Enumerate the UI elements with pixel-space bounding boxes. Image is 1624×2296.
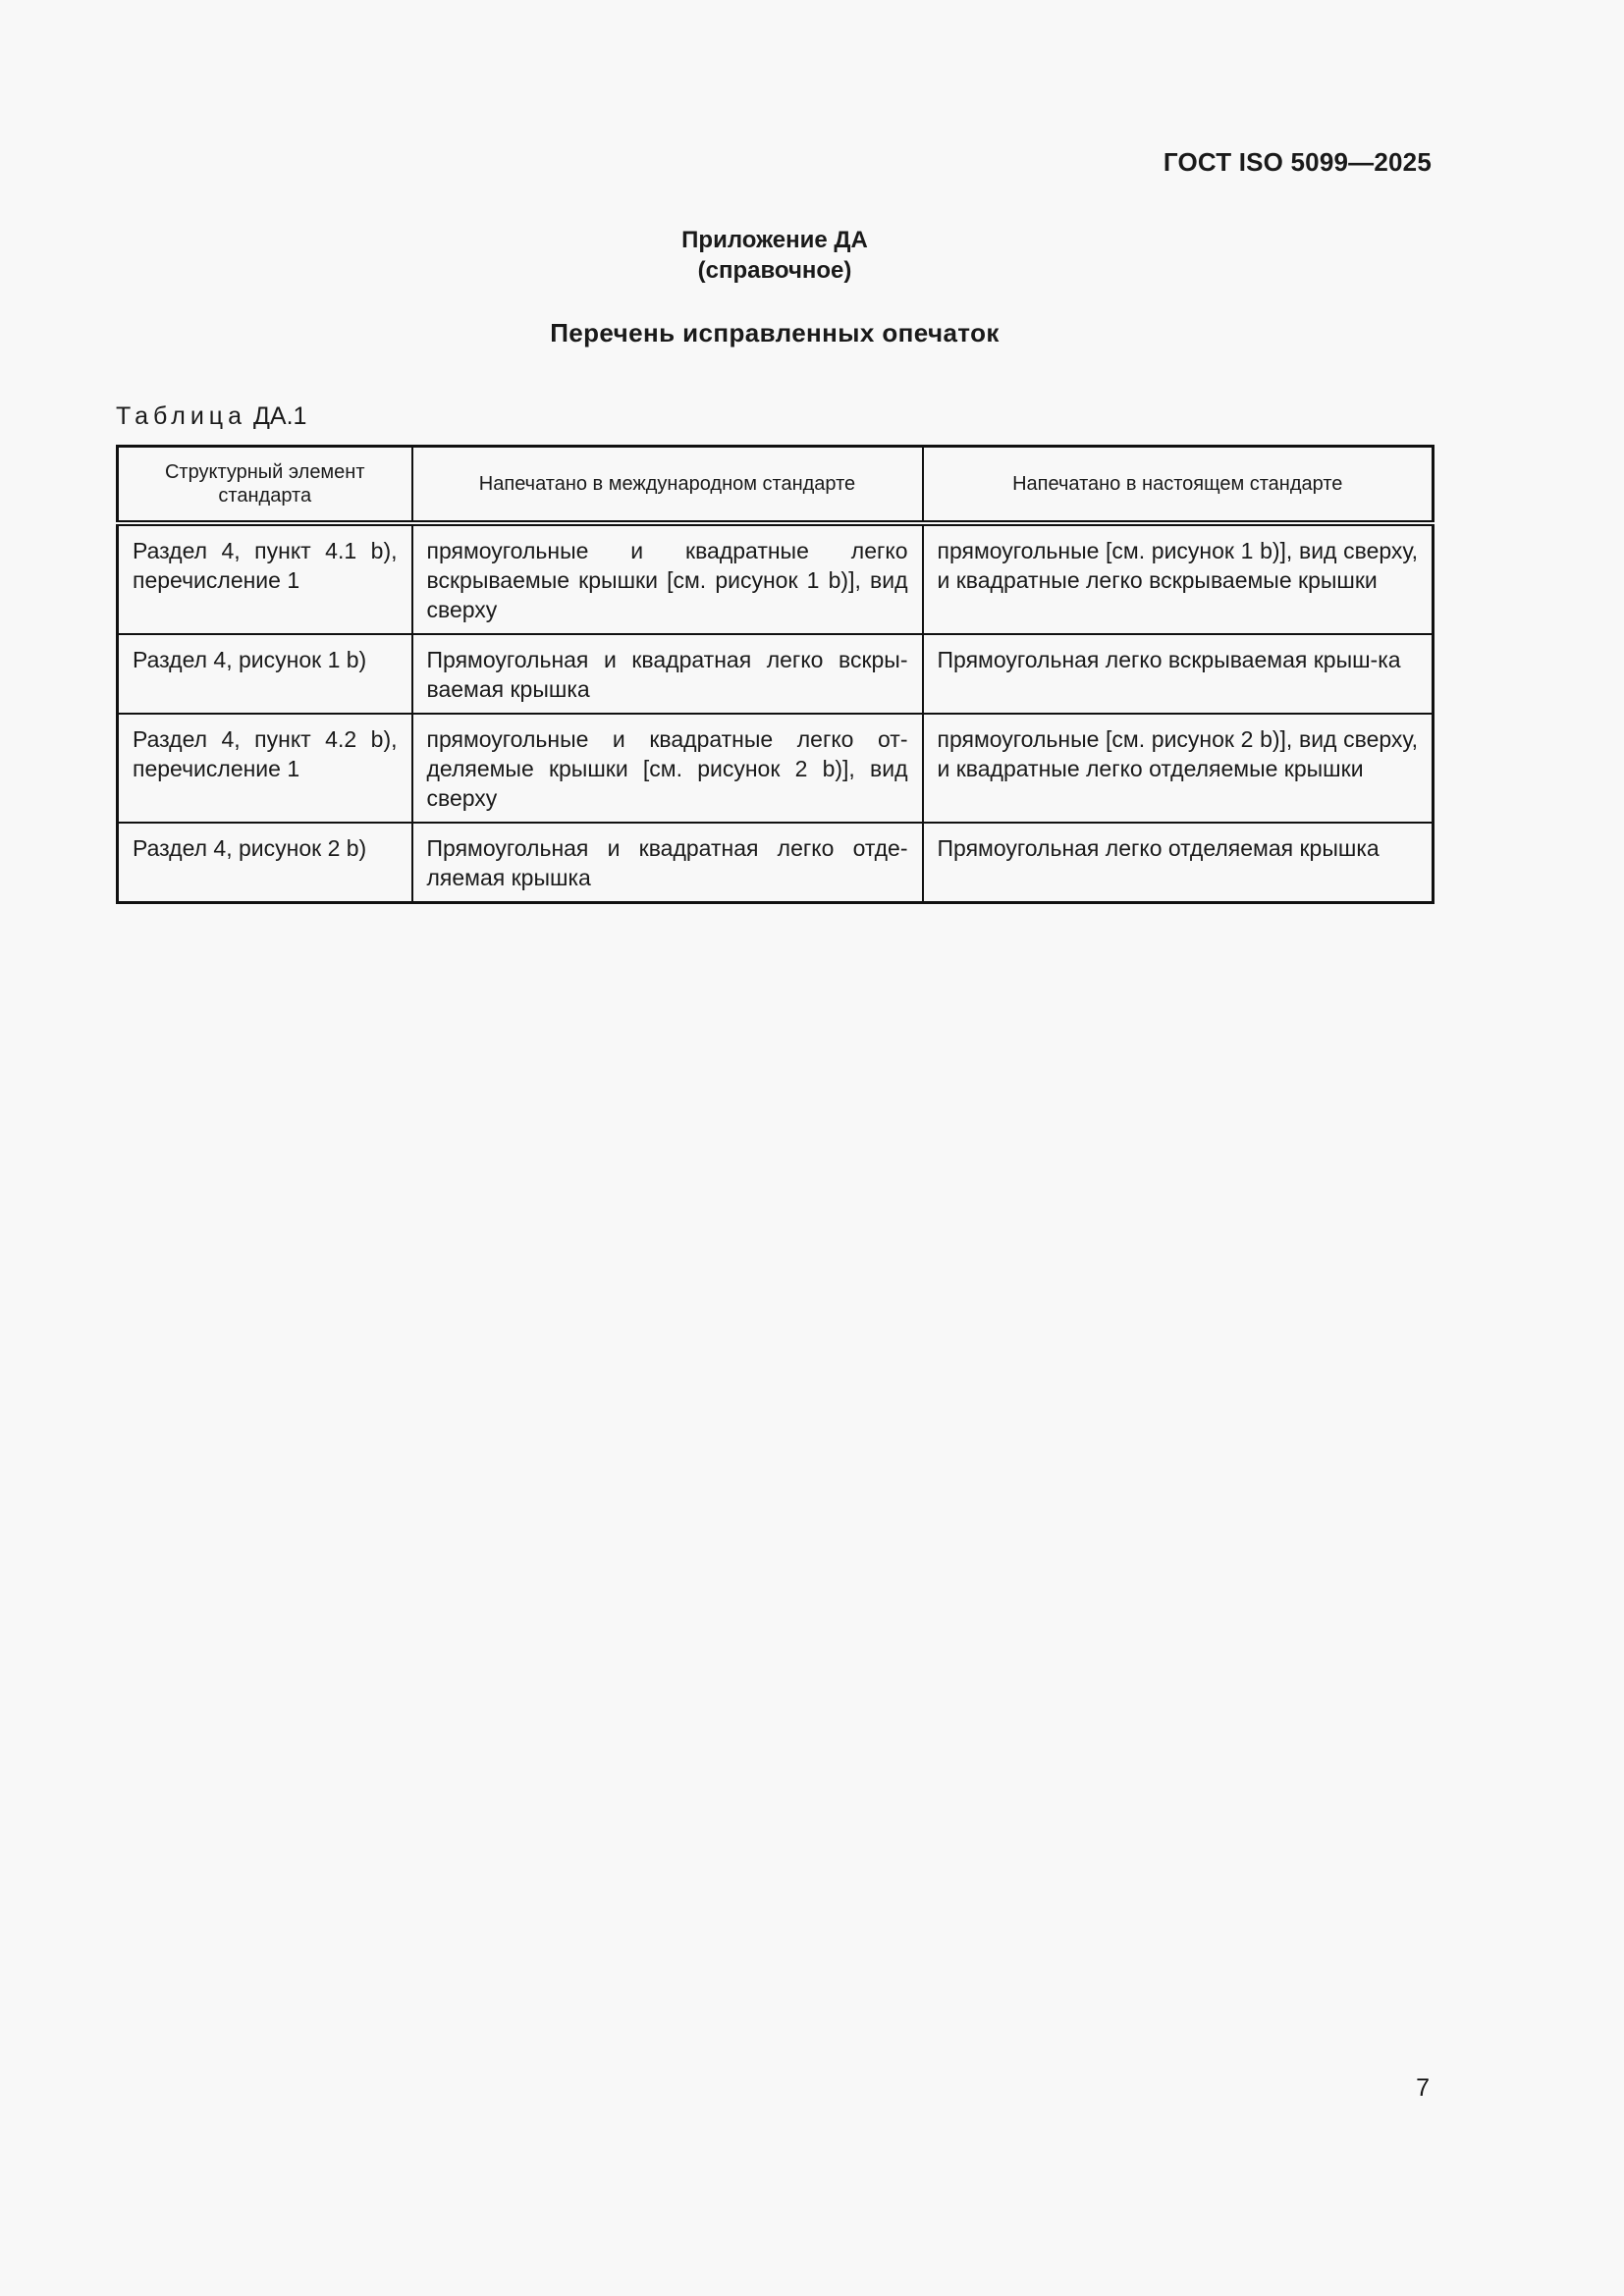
table-cell-international: Прямоугольная и квадратная легко вскры-ваемая крышка [412, 634, 923, 714]
table-cell-national: Прямоугольная легко отделяемая крышка [923, 823, 1434, 903]
column-header-international: Напечатано в международном стандарте [412, 447, 923, 524]
table-caption [116, 402, 306, 431]
table-cell-international: прямоугольные и квадратные легко вскрываемые крышки [см. рисунок 1 b)], вид сверху [412, 523, 923, 634]
table-cell-international: прямоугольные и квадратные легко от-деляемые крышки [см. рисунок 2 b)], вид сверху [412, 714, 923, 823]
table-cell-international: Прямоугольная и квадратная легко отде-ляемая крышка [412, 823, 923, 903]
table-header-row [118, 447, 1434, 524]
table-row [118, 523, 1434, 634]
annex-title-block [0, 225, 1549, 286]
table-row [118, 634, 1434, 714]
table-row [118, 714, 1434, 823]
table-cell-national: прямоугольные [см. рисунок 2 b)], вид сверху, и квадратные легко отделяемые крышки [923, 714, 1434, 823]
annex-status: (справочное) [697, 257, 852, 284]
column-header-national: Напечатано в настоящем стандарте [923, 447, 1434, 524]
table-caption-word: Таблица [116, 402, 247, 430]
column-header-element: Структурный элемент стандарта [118, 447, 412, 524]
table-cell-element: Раздел 4, пункт 4.1 b), перечисление 1 [118, 523, 412, 634]
page-number: 7 [1416, 2074, 1430, 2102]
table-row [118, 823, 1434, 903]
table-cell-element: Раздел 4, рисунок 1 b) [118, 634, 412, 714]
errata-table [116, 445, 1435, 904]
table-cell-national: Прямоугольная легко вскрываемая крыш-ка [923, 634, 1434, 714]
table-cell-national: прямоугольные [см. рисунок 1 b)], вид сверху, и квадратные легко вскрываемые крышки [923, 523, 1434, 634]
annex-heading: Перечень исправленных опечаток [550, 318, 1000, 347]
table-cell-element: Раздел 4, пункт 4.2 b), перечисление 1 [118, 714, 412, 823]
annex-title: Приложение ДА [681, 227, 868, 253]
table-cell-element: Раздел 4, рисунок 2 b) [118, 823, 412, 903]
document-code: ГОСТ ISO 5099—2025 [1163, 147, 1432, 177]
table-caption-number: ДА.1 [252, 402, 307, 430]
